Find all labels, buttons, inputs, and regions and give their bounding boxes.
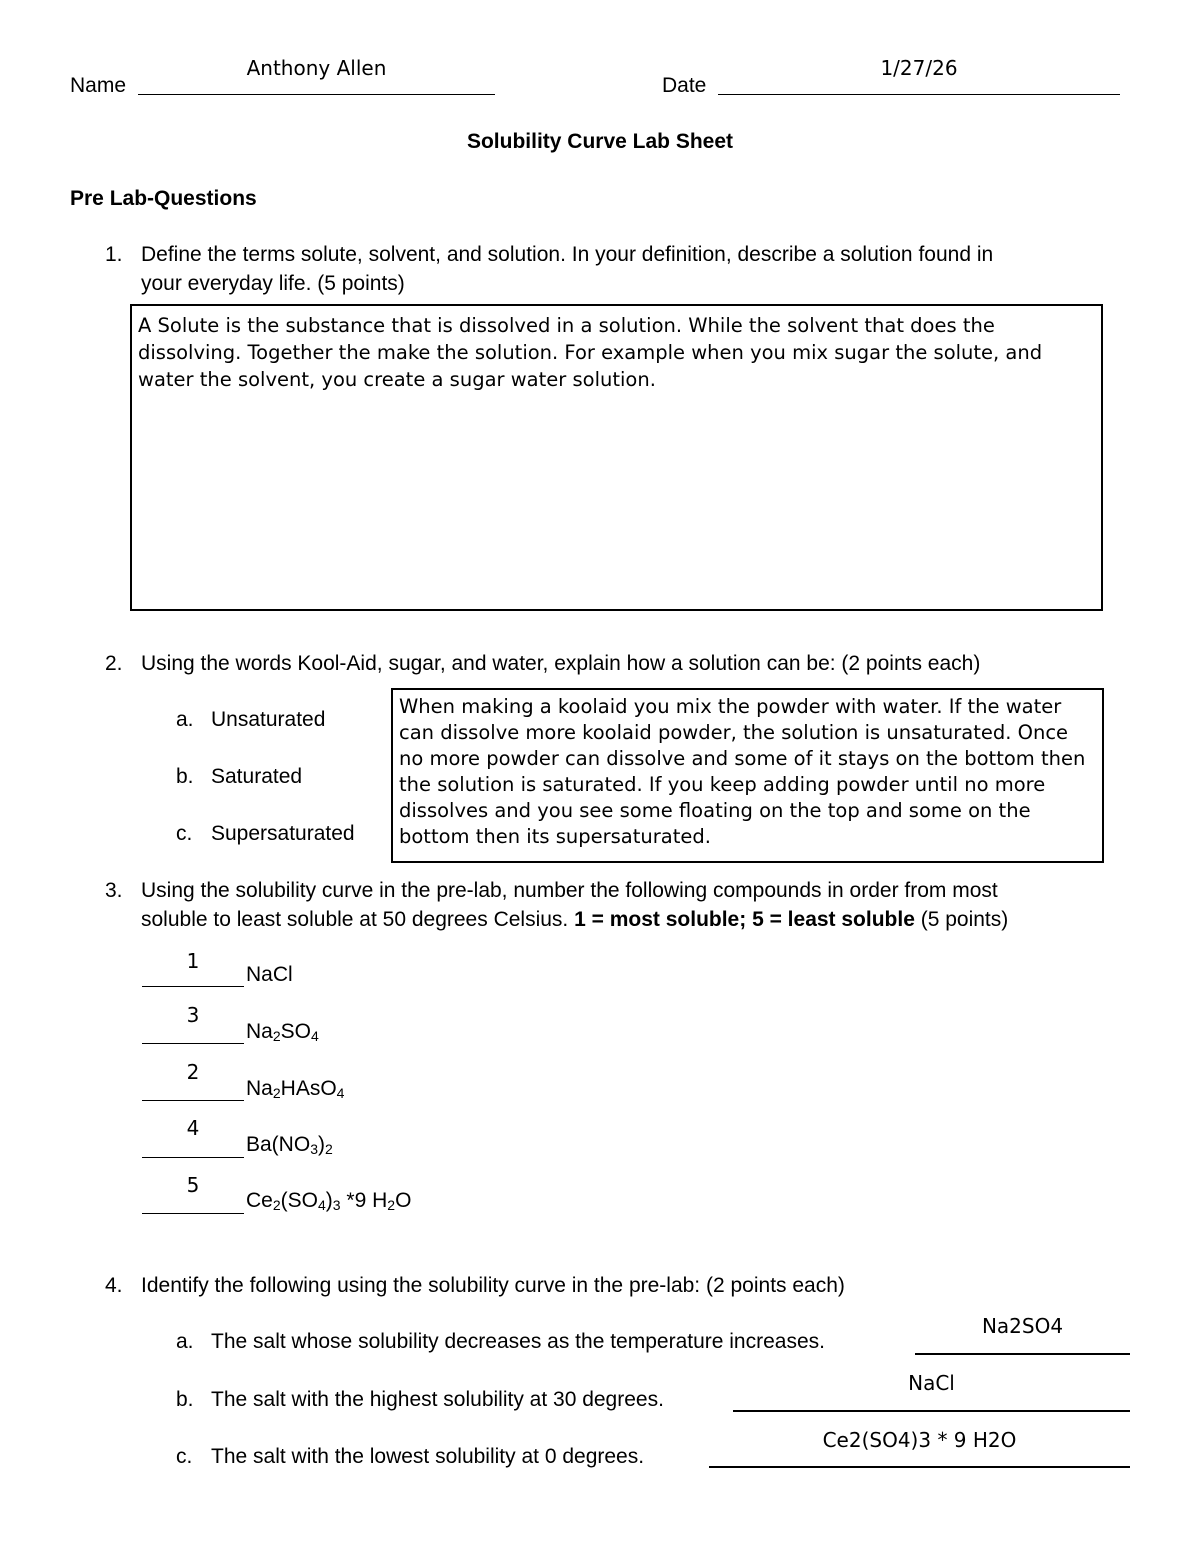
rank-blank-4 (142, 1157, 244, 1158)
q1-answer-box[interactable] (130, 304, 1103, 611)
page-title: Solubility Curve Lab Sheet (466, 130, 734, 153)
rank-input-5[interactable]: 5 (186, 1173, 200, 1197)
q4b-underline (733, 1410, 1130, 1412)
rank-blank-2 (142, 1043, 244, 1044)
q3-number: 3. (105, 879, 123, 902)
q1-answer-text: A Solute is the substance that is dissolved in a solution. While the solvent that does the dissolving. Together the make the solution. For example when you mix sugar the solute, and water the solvent, you create a sugar water solution. (138, 314, 1043, 391)
date-label: Date (662, 74, 707, 97)
name-underline (138, 94, 495, 95)
q2-number: 2. (105, 652, 123, 675)
q4a-underline (915, 1353, 1130, 1355)
q2a-letter: a. (176, 708, 194, 731)
compound-ce2so43-9h2o: $Ce_2(SO_4)_3$ *9 $H_2O$ (246, 1189, 412, 1213)
compound-na2hasO4: $Na_2HAsO_4$ (246, 1077, 345, 1101)
section-heading: Pre Lab-Questions (70, 187, 257, 210)
q4-text: Identify the following using the solubility curve in the pre-lab: (2 points each) (141, 1274, 845, 1297)
q4c-letter: c. (176, 1445, 193, 1468)
q2b-letter: b. (176, 765, 194, 788)
q4a-letter: a. (176, 1330, 194, 1353)
rank-input-2[interactable]: 3 (186, 1003, 200, 1027)
q4a-label: The salt whose solubility decreases as the temperature increases. (211, 1330, 825, 1353)
compound-bano32: $Ba(NO_3)_2$ (246, 1133, 333, 1157)
name-field[interactable]: Anthony Allen (246, 56, 387, 80)
compound-nacl: NaCl (246, 963, 293, 986)
q1-number: 1. (105, 243, 123, 266)
q2-answer-box[interactable] (391, 688, 1104, 863)
q4a-answer[interactable]: Na2SO4 (981, 1314, 1064, 1338)
rank-blank-1 (142, 986, 244, 987)
q2b-label: Saturated (211, 765, 303, 788)
q2-text: Using the words Kool-Aid, sugar, and water, explain how a solution can be: (2 points each) (141, 652, 981, 675)
q4c-answer[interactable]: Ce2(SO4)3 * 9 H2O (822, 1428, 1017, 1452)
rank-blank-5 (142, 1213, 244, 1214)
q4c-underline (709, 1466, 1130, 1468)
q4b-label: The salt with the highest solubility at 30 degrees. (211, 1388, 664, 1411)
q2c-label: Supersaturated (211, 822, 355, 845)
name-label: Name (70, 74, 127, 97)
q1-text-line2: your everyday life. (5 points) (141, 272, 405, 295)
q2a-label: Unsaturated (211, 708, 326, 731)
date-underline (718, 94, 1120, 95)
q2c-letter: c. (176, 822, 193, 845)
q4b-letter: b. (176, 1388, 194, 1411)
q2-answer-text: When making a koolaid you mix the powder with water. If the water can dissolve more koolaid powder, the solution is unsaturated. Once no more powder can dissolve and some of it stays on the bottom then the solution is saturated. If you keep adding powder until no more dissolves and you see some floating on the top and some on the bottom then its supersaturated. (399, 695, 1086, 848)
q1-text-line1: Define the terms solute, solvent, and solution. In your definition, describe a solution found in (141, 243, 994, 266)
q4b-answer[interactable]: NaCl (908, 1371, 955, 1395)
rank-blank-3 (142, 1100, 244, 1101)
rank-input-4[interactable]: 4 (186, 1116, 200, 1140)
q3-text-line2: soluble to least soluble at 50 degrees Celsius. 1 = most soluble; 5 = least soluble (5 points) (141, 908, 1009, 931)
rank-input-3[interactable]: 2 (186, 1060, 200, 1084)
q4c-label: The salt with the lowest solubility at 0 degrees. (211, 1445, 645, 1468)
q3-text-line1: Using the solubility curve in the pre-lab, number the following compounds in order from most (141, 879, 998, 902)
date-field[interactable]: 1/27/26 (880, 56, 958, 80)
compound-na2so4: $Na_2SO_4$ (246, 1020, 319, 1044)
rank-input-1[interactable]: 1 (186, 949, 200, 973)
q4-number: 4. (105, 1274, 123, 1297)
